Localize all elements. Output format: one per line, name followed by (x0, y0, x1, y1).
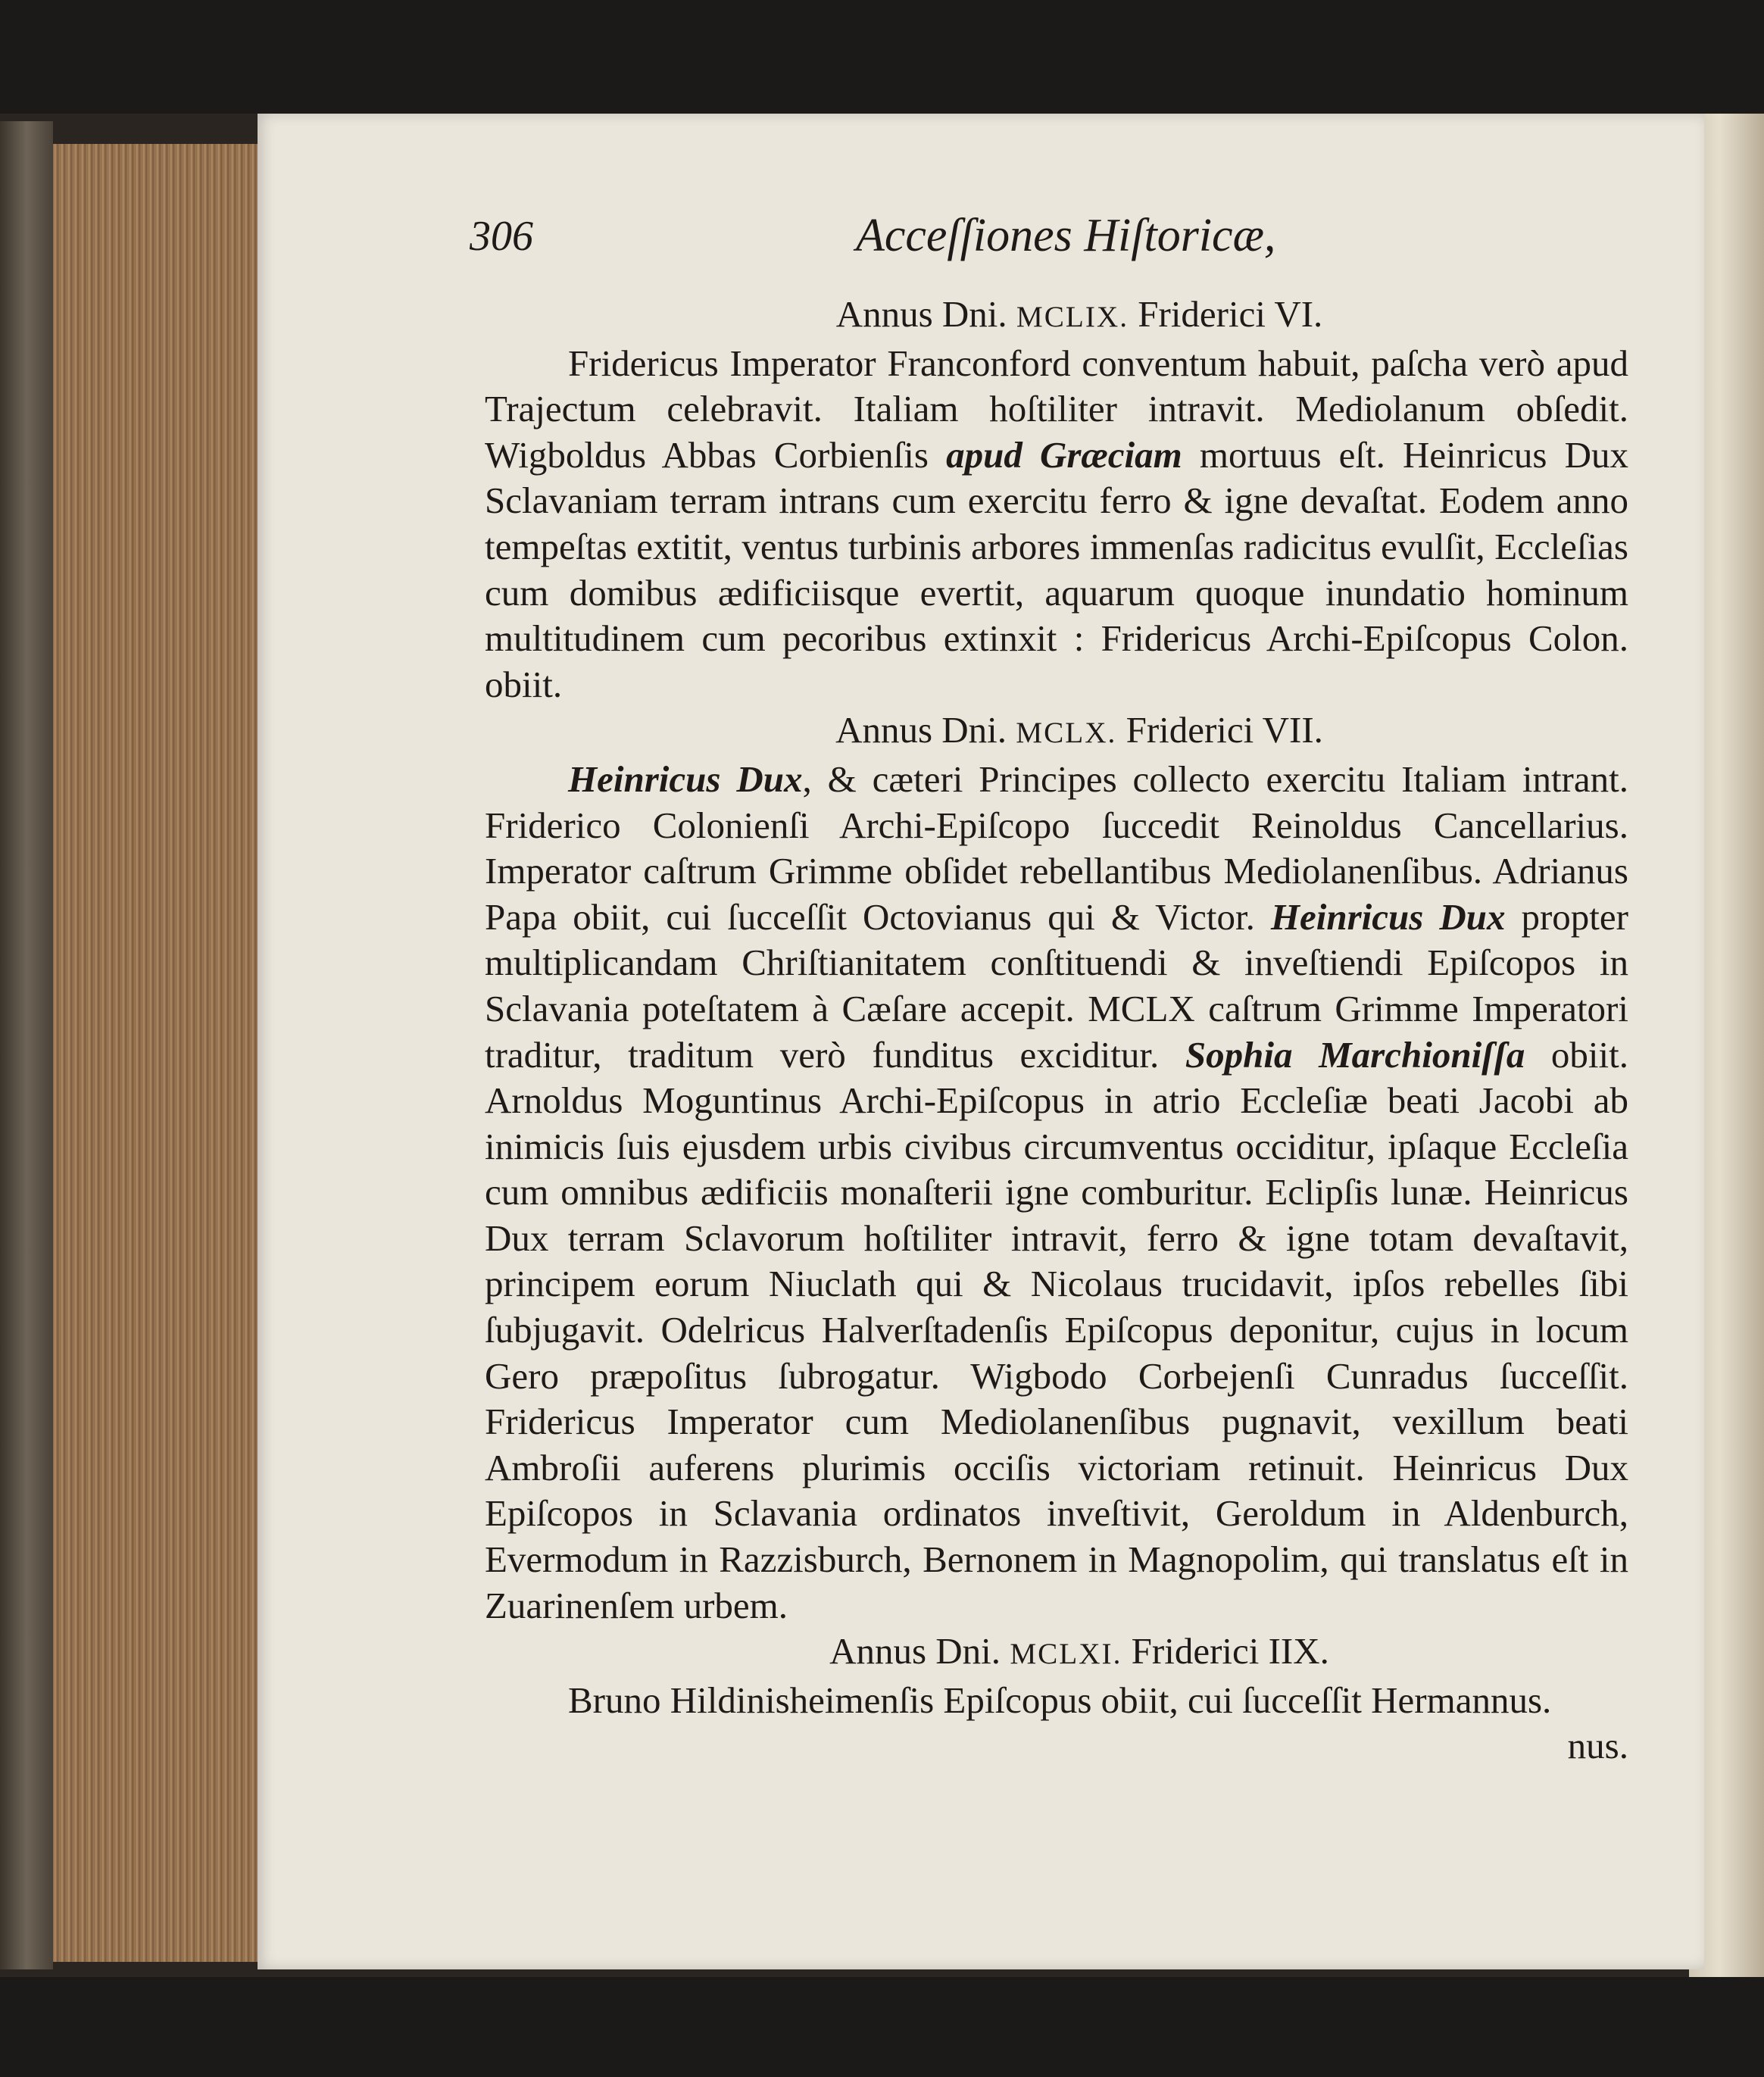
text-run: Bruno Hildinisheimenſis Epiſcopus obiit, cui ſucceſſit Hermannus. (568, 1679, 1552, 1721)
text-run: propter multiplicandam Chriſtianitatem conſtituendi & inveſtiendi Epiſcopos in Sclavania poteſtatem à Cæſare accepit. MCLX caſtrum Grimme Imperatori traditur, traditum verò funditus exciditur. (485, 895, 1628, 1076)
book-cover-edge (0, 121, 53, 1969)
text-run: obiit. Arnoldus Moguntinus Archi-Epiſcopus in atrio Eccleſiæ beati Jacobi ab inimicis ſuis ejusdem urbis civibus circumventus occiditur, ipſaque Eccleſia cum omnibus ædificiis monaſterii igne comburitur. Eclipſis lunæ. Heinricus Dux terram Sclavorum hoſtiliter intravit, ferro & igne totam devaſtavit, principem eorum Niuclath qui & Nicolaus trucidavit, ipſos rebelles ſibi ſubjugavit. Odelricus Halverſtadenſis Epiſcopus deponitur, cujus in locum Gero præpoſitus ſubrogatur. Wigbodo Corbejenſi Cunradus ſucceſſit. Fridericus Imperator cum Mediolanenſibus pugnavit, vexillum beati Ambroſii auferens plurimis occiſis victoriam retinuit. Heinricus Dux Epiſcopos in Sclavania ordinatos inveſtivit, Geroldum in Aldenburch, Evermodum in Razzisburch, Bernonem in Magnopolim, qui translatus eſt in Zuarinenſem urbem. (485, 1033, 1629, 1626)
italic-run: Sophia Marchioniſſa (1185, 1033, 1525, 1076)
heading-suffix: Friderici VII. (1126, 709, 1323, 751)
text-run: mortuus eſt. Heinricus Dux Sclavaniam terram intrans cum exercitu ferro & igne devaſtat. Eodem anno tempeſtas extitit, ventus turbinis arbores immenſas radicitus evulſit, Eccleſias cum domibus ædificiisque evertit, aquarum quoque inundatio hominum multitudinem cum pecoribus extinxit : Fridericus Archi-Epiſcopus Colon. obiit. (485, 433, 1628, 705)
heading-suffix: Friderici IIX. (1131, 1630, 1329, 1673)
heading-prefix: Annus Dni. (835, 293, 1007, 335)
italic-run: Heinricus Dux (568, 757, 803, 800)
year-heading (485, 707, 1628, 757)
catchword: nus. (1567, 1725, 1628, 1767)
running-title: Acceſſiones Hiſtoricæ, (856, 210, 1276, 261)
heading-prefix: Annus Dni. (835, 709, 1007, 751)
page-edges (53, 144, 258, 1962)
paragraph (485, 757, 1628, 1629)
heading-prefix: Annus Dni. (829, 1630, 1001, 1673)
year-heading (485, 1629, 1628, 1678)
paragraph (485, 1678, 1628, 1724)
main-text (485, 292, 1628, 1769)
heading-year: MCLX. (1016, 717, 1117, 750)
italic-run: Heinricus Dux (1270, 895, 1506, 938)
paragraph (485, 341, 1628, 708)
heading-suffix: Friderici VI. (1138, 293, 1323, 335)
page-number: 306 (470, 213, 533, 260)
heading-year: MCLIX. (1016, 301, 1129, 333)
text-run: , & cæteri Principes collecto exercitu Italiam intrant. Friderico Colonienſi Archi-Epiſcopo ſuccedit Reinoldus Cancellarius. Imperator caſtrum Grimme obſidet rebellantibus Mediolanenſibus. Adrianus Papa obiit, cui ſucceſſit Octovianus qui & Victor. (485, 757, 1628, 938)
year-heading (485, 292, 1628, 341)
italic-run: apud Græciam (946, 433, 1182, 476)
running-head (470, 212, 1606, 273)
heading-year: MCLXI. (1010, 1638, 1122, 1671)
text-run: Fridericus Imperator Franconford conventum habuit, paſcha verò apud Trajectum celebravit. Italiam hoſtiliter intravit. Mediolanum obſedit. Wigboldus Abbas Corbienſis (485, 342, 1628, 476)
